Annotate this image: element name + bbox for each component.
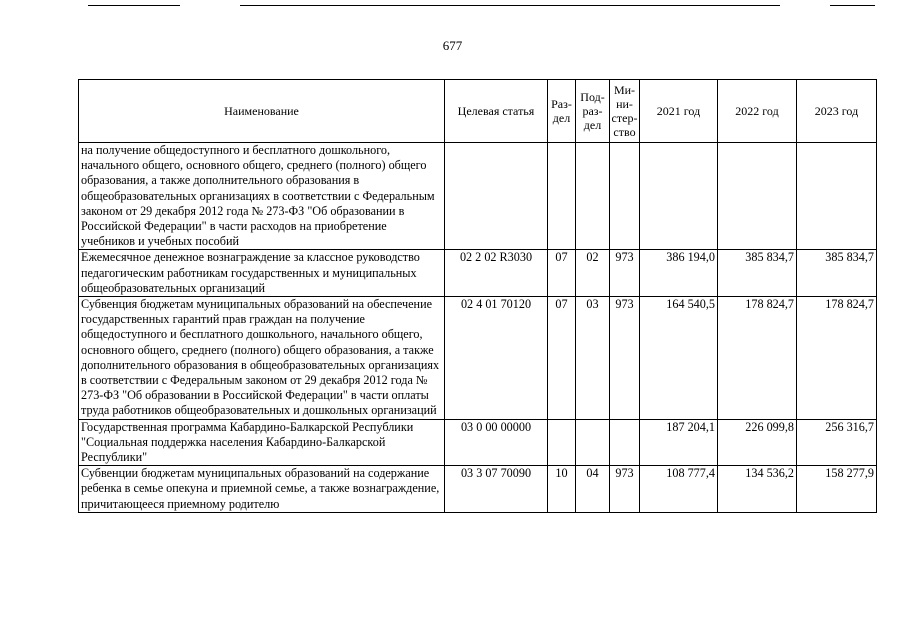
row-2022: 385 834,7 [718,250,797,297]
row-section: 07 [548,250,576,297]
row-name: Ежемесячное денежное вознаграждение за классное руководство педагогическим работникам государственных и муниципальных общеобразовательных организаций [79,250,445,297]
row-section: 10 [548,466,576,513]
table-row [79,250,877,297]
row-ministry [610,419,640,466]
row-2022: 226 099,8 [718,419,797,466]
row-ministry [610,143,640,250]
row-2022: 134 536,2 [718,466,797,513]
row-2022 [718,143,797,250]
row-name: Субвенция бюджетам муниципальных образований на обеспечение государственных гарантий прав граждан на получение общедоступного и бесплатного дошкольного, начального общего, основного общего, среднего (полного) общего образования, а также дополнительного образования в общеобразовательных организациях в соответствии с Федеральным законом от 29 декабря 2012 года № 273-ФЗ "Об образовании в Российской Федерации" в части оплаты труда работников общеобразовательных и дошкольных организаций [79,297,445,420]
row-code: 02 4 01 70120 [445,297,548,420]
row-code [445,143,548,250]
row-subsection [576,419,610,466]
row-2022: 178 824,7 [718,297,797,420]
page-number: 677 [442,38,463,53]
row-code: 02 2 02 R3030 [445,250,548,297]
header-target-article: Целевая статья [445,80,548,143]
row-section [548,419,576,466]
row-subsection: 04 [576,466,610,513]
header-2022: 2022 год [718,80,797,143]
row-name: Субвенции бюджетам муниципальных образований на содержание ребенка в семье опекуна и приемной семье, а также вознаграждение, причитающееся приемному родителю [79,466,445,513]
row-2021: 108 777,4 [640,466,718,513]
table-row [79,143,877,250]
row-ministry: 973 [610,466,640,513]
row-2023: 385 834,7 [797,250,877,297]
row-2021 [640,143,718,250]
row-ministry: 973 [610,297,640,420]
row-name: Государственная программа Кабардино-Балкарской Республики "Социальная поддержка населения Кабардино-Балкарской Республики" [79,419,445,466]
header-rule-middle [240,5,780,6]
table-row [79,297,877,420]
row-subsection [576,143,610,250]
row-ministry: 973 [610,250,640,297]
header-rule-right [830,5,875,6]
header-2023: 2023 год [797,80,877,143]
header-2021: 2021 год [640,80,718,143]
row-2021: 386 194,0 [640,250,718,297]
table-row [79,419,877,466]
row-2023: 158 277,9 [797,466,877,513]
header-ministry: Ми-ни-стер-ство [610,80,640,143]
row-section: 07 [548,297,576,420]
row-section [548,143,576,250]
row-name: на получение общедоступного и бесплатного дошкольного, начального общего, основного общего, среднего (полного) общего образования, а также дополнительного образования в общеобразовательных организациях в соответствии с Федеральным законом от 29 декабря 2012 года № 273-ФЗ "Об образовании в Российской Федерации" в части расходов на приобретение учебников и учебных пособий [79,143,445,250]
row-code: 03 0 00 00000 [445,419,548,466]
row-2023: 178 824,7 [797,297,877,420]
header-name: Наименование [79,80,445,143]
row-2023 [797,143,877,250]
row-code: 03 3 07 70090 [445,466,548,513]
row-2021: 164 540,5 [640,297,718,420]
table-row [79,466,877,513]
header-rule-left [88,5,180,6]
row-subsection: 03 [576,297,610,420]
budget-table [78,79,877,513]
table-header-row [79,80,877,143]
header-section: Раз-дел [548,80,576,143]
row-subsection: 02 [576,250,610,297]
row-2023: 256 316,7 [797,419,877,466]
header-subsection: Под-раз-дел [576,80,610,143]
row-2021: 187 204,1 [640,419,718,466]
